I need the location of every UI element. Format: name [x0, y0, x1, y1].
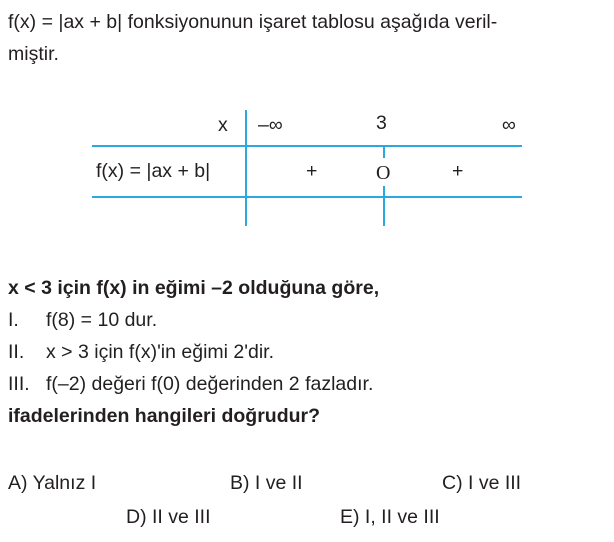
- choice-e[interactable]: E) I, II ve III: [340, 506, 440, 528]
- statement-number: III.: [8, 373, 30, 395]
- sign-left: +: [306, 160, 318, 182]
- statement-text: x > 3 için f(x)'in eğimi 2'dir.: [46, 341, 274, 363]
- statement-item: [8, 368, 379, 400]
- statement-number: II.: [8, 341, 25, 363]
- choice-c[interactable]: C) I ve III: [442, 472, 522, 494]
- statement-number: I.: [8, 309, 19, 331]
- intro-line-1: f(x) = |ax + b| fonksiyonunun işaret tablosu aşağıda veril-: [8, 11, 498, 33]
- statement-item: [8, 304, 379, 336]
- question-stem: x < 3 için f(x) in eğimi –2 olduğuna göre,: [8, 277, 380, 299]
- x-value-pos-infinity: ∞: [502, 114, 516, 136]
- intro-line-2: miştir.: [8, 43, 59, 65]
- sign-table-lines: [0, 0, 614, 260]
- table-row-label: f(x) = |ax + b|: [96, 160, 211, 182]
- sign-table: [0, 0, 614, 260]
- x-value-neg-infinity: –∞: [258, 114, 283, 136]
- table-header-x: x: [218, 114, 228, 136]
- sign-zero: O: [376, 162, 391, 184]
- x-value-root: 3: [376, 112, 387, 134]
- question-prompt: ifadelerinden hangileri doğrudur?: [8, 405, 321, 427]
- sign-right: +: [452, 160, 464, 182]
- question-block: [8, 272, 379, 432]
- choice-d[interactable]: D) II ve III: [126, 506, 211, 528]
- statement-text: f(–2) değeri f(0) değerinden 2 fazladır.: [46, 373, 374, 395]
- statement-item: [8, 336, 379, 368]
- choice-a[interactable]: A) Yalnız I: [8, 472, 97, 494]
- choice-b[interactable]: B) I ve II: [230, 472, 303, 494]
- statement-text: f(8) = 10 dur.: [46, 309, 158, 331]
